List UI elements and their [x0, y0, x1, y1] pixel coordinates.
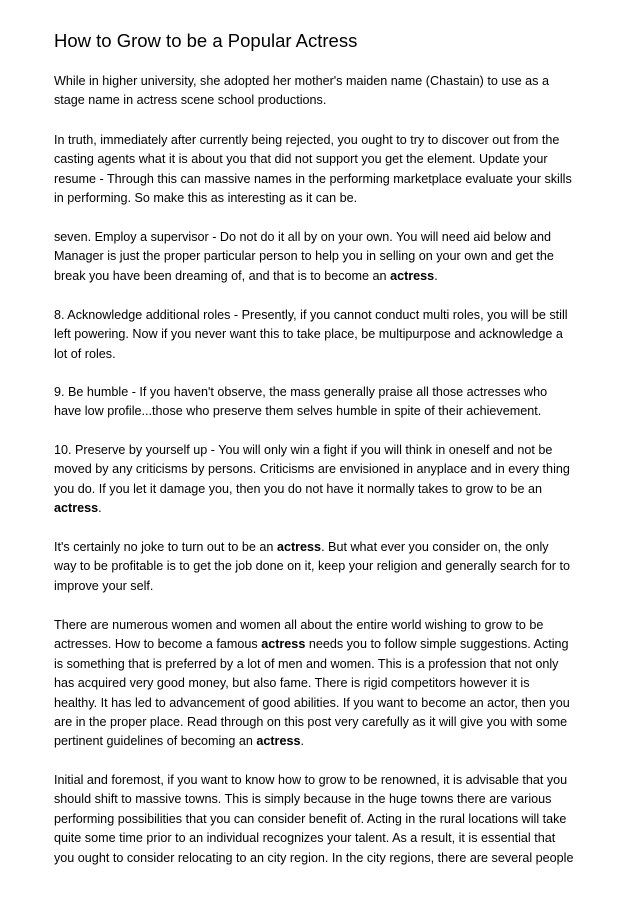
text-segment: . But what ever you consider on, the only [321, 540, 549, 554]
text-line: should shift to massive towns. This is simply because in the huge towns there are various [54, 792, 552, 807]
document-title: How to Grow to be a Popular Actress [54, 30, 358, 51]
text-segment: It's certainly no joke to turn out to be an [54, 540, 277, 554]
bold-keyword: actress [261, 637, 306, 652]
text-line: moved by any criticisms by persons. Criticisms are envisioned in anyplace and in every thing [54, 462, 570, 477]
text-line [54, 499, 602, 518]
text-line: is something that is preferred by a lot of men and women. This is a profession that not only [54, 656, 559, 671]
text-line: stage name in actress scene school productions. [54, 93, 327, 108]
text-line: In truth, immediately after currently being rejected, you ought to try to discover out from the [54, 133, 560, 147]
paragraph [54, 383, 602, 422]
paragraph [54, 72, 602, 111]
text-line: has acquired very good money, but also fame. There is rigid competitors however it is [54, 676, 530, 691]
text-line: healthy. It has led to advancement of good abilities. If you want to become an actor, then you [54, 695, 570, 710]
text-line: improve your self. [54, 578, 154, 593]
text-line: resume - Through this can massive names in the performing marketplace evaluate your skills [54, 171, 572, 186]
bold-keyword: actress [256, 734, 301, 749]
text-line: 9. Be humble - If you haven't observe, the mass generally praise all those actresses who [54, 385, 548, 399]
text-line [54, 635, 602, 654]
text-line: casting agents what it is about you that did not support you get the element. Update your [54, 152, 548, 167]
bold-keyword: actress [276, 540, 322, 554]
text-line: lot of roles. [54, 346, 116, 361]
text-line: way to be profitable is to get the job done on it, keep your religion and generally search for to [54, 559, 570, 574]
text-line: you do. If you let it damage you, then you do not have it normally takes to grow to be an [54, 481, 542, 496]
paragraph [54, 306, 602, 364]
text-line: seven. Employ a supervisor - Do not do it all by on your own. You will need aid below and [54, 230, 552, 244]
bold-keyword: actress [54, 501, 99, 516]
text-line: have low profile...those who preserve them selves humble in spite of their achievement. [54, 404, 542, 419]
text-segment: . [300, 734, 304, 749]
text-line: While in higher university, she adopted her mother's maiden name (Chastain) to use as a [54, 74, 549, 88]
text-segment: . [98, 501, 102, 516]
text-line: 10. Preserve by yourself up - You will only win a fight if you will think in oneself and not be [54, 443, 553, 457]
text-line: Initial and foremost, if you want to know how to grow to be renowned, it is advisable that you [54, 773, 568, 787]
text-line [54, 267, 602, 286]
bold-keyword: actress [390, 268, 435, 283]
text-line [54, 732, 602, 751]
text-segment: . [434, 268, 438, 283]
text-line [54, 538, 602, 557]
paragraph [54, 616, 602, 752]
text-line: in performing. So make this as interesting as it can be. [54, 191, 358, 206]
text-line: you ought to consider relocating to an city region. In the city regions, there are several people [54, 850, 574, 865]
text-line: quite some time prior to an individual recognizes your talent. As a result, it is essential that [54, 831, 556, 846]
paragraph [54, 538, 602, 596]
paragraph [54, 441, 602, 519]
text-line: Manager is just the proper particular person to help you in selling on your own and get the [54, 249, 554, 264]
paragraph [54, 771, 602, 868]
text-segment: actresses. How to become a famous [54, 637, 262, 652]
text-segment: pertinent guidelines of becoming an [54, 734, 257, 749]
text-line: performing possibilities that you can consider benefit of. Acting in the rural locations will take [54, 811, 567, 826]
paragraph [54, 131, 602, 209]
text-line: There are numerous women and women all about the entire world wishing to grow to be [54, 618, 544, 632]
text-line: left powering. Now if you never want this to take place, be multipurpose and acknowledge a [54, 327, 563, 342]
text-line: are in the proper place. Read through on this post very carefully as it will give you with some [54, 715, 568, 730]
text-segment: needs you to follow simple suggestions. Acting [305, 637, 569, 652]
text-segment: break you have been dreaming of, and that is to become an [54, 268, 391, 283]
text-line: 8. Acknowledge additional roles - Presently, if you cannot conduct multi roles, you will be still [54, 308, 568, 322]
paragraph [54, 228, 602, 286]
